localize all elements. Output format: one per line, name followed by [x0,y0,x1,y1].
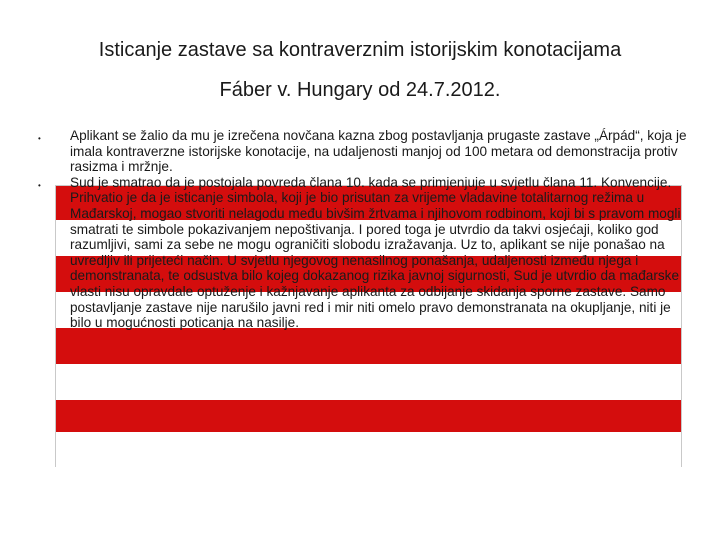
slide-body [38,128,688,331]
bullet-text: Aplikant se žalio da mu je izrečena novčana kazna zbog postavljanja prugaste zastave „Árpád“, koja je imala kontraverzne istorijske konotacije, na udaljenosti manjoj od 100 metara od demonstracija protiv rasizma i mržnje. [70,128,687,175]
flag-stripe-red [56,328,681,364]
slide-title-line1: Isticanje zastave sa kontraverznim istorijskim konotacijama [98,39,622,61]
flag-stripe-white [56,432,681,467]
bullet-item [38,175,688,331]
bullet-marker: • [38,134,41,143]
slide-title-line2: Fáber v. Hungary od 24.7.2012. [219,79,501,101]
flag-stripe-white [56,364,681,400]
bullet-item [38,128,688,175]
bullet-marker: • [38,180,41,190]
slide-title [0,30,720,110]
bullet-text: Sud je smatrao da je postojala povreda člana 10. kada se primjenjuje u svjetlu člana 11. Konvencije. Prihvatio je da je isticanje simbola, koji je bio prisutan za vrijeme vladavine totalitarnog režima u Mađarskoj, mogao stvoriti nelagodu među bivšim žrtvama i njihovom rodbinom, koji bi s pravom mogli smatrati te simbole pokazivanjem nepoštivanja. I pored toga je utvrdio da takvi osjećaji, koliko god razumljivi, sami za sebe ne mogu ograničiti slobodu izražavanja. Uz to, aplikant se nije ponašao na uvredljiv ili prijeteći način. U svjetlu njegovog nenasilnog ponašanja, udaljenosti između njega i demonstranata, te odsustva bilo kojeg dokazanog rizika javnoj sigurnosti, Sud je utvrdio da mađarske vlasti nisu opravdale optuženje i kažnjavanje aplikanta za odbijanje skidanja sporne zastave. Samo postavljanje zastave nije narušilo javni red i mir niti omelo pravo demonstranata na okupljanje, niti je bilo u mogućnosti poticanja na nasilje. [70,174,681,331]
flag-stripe-red [56,400,681,432]
